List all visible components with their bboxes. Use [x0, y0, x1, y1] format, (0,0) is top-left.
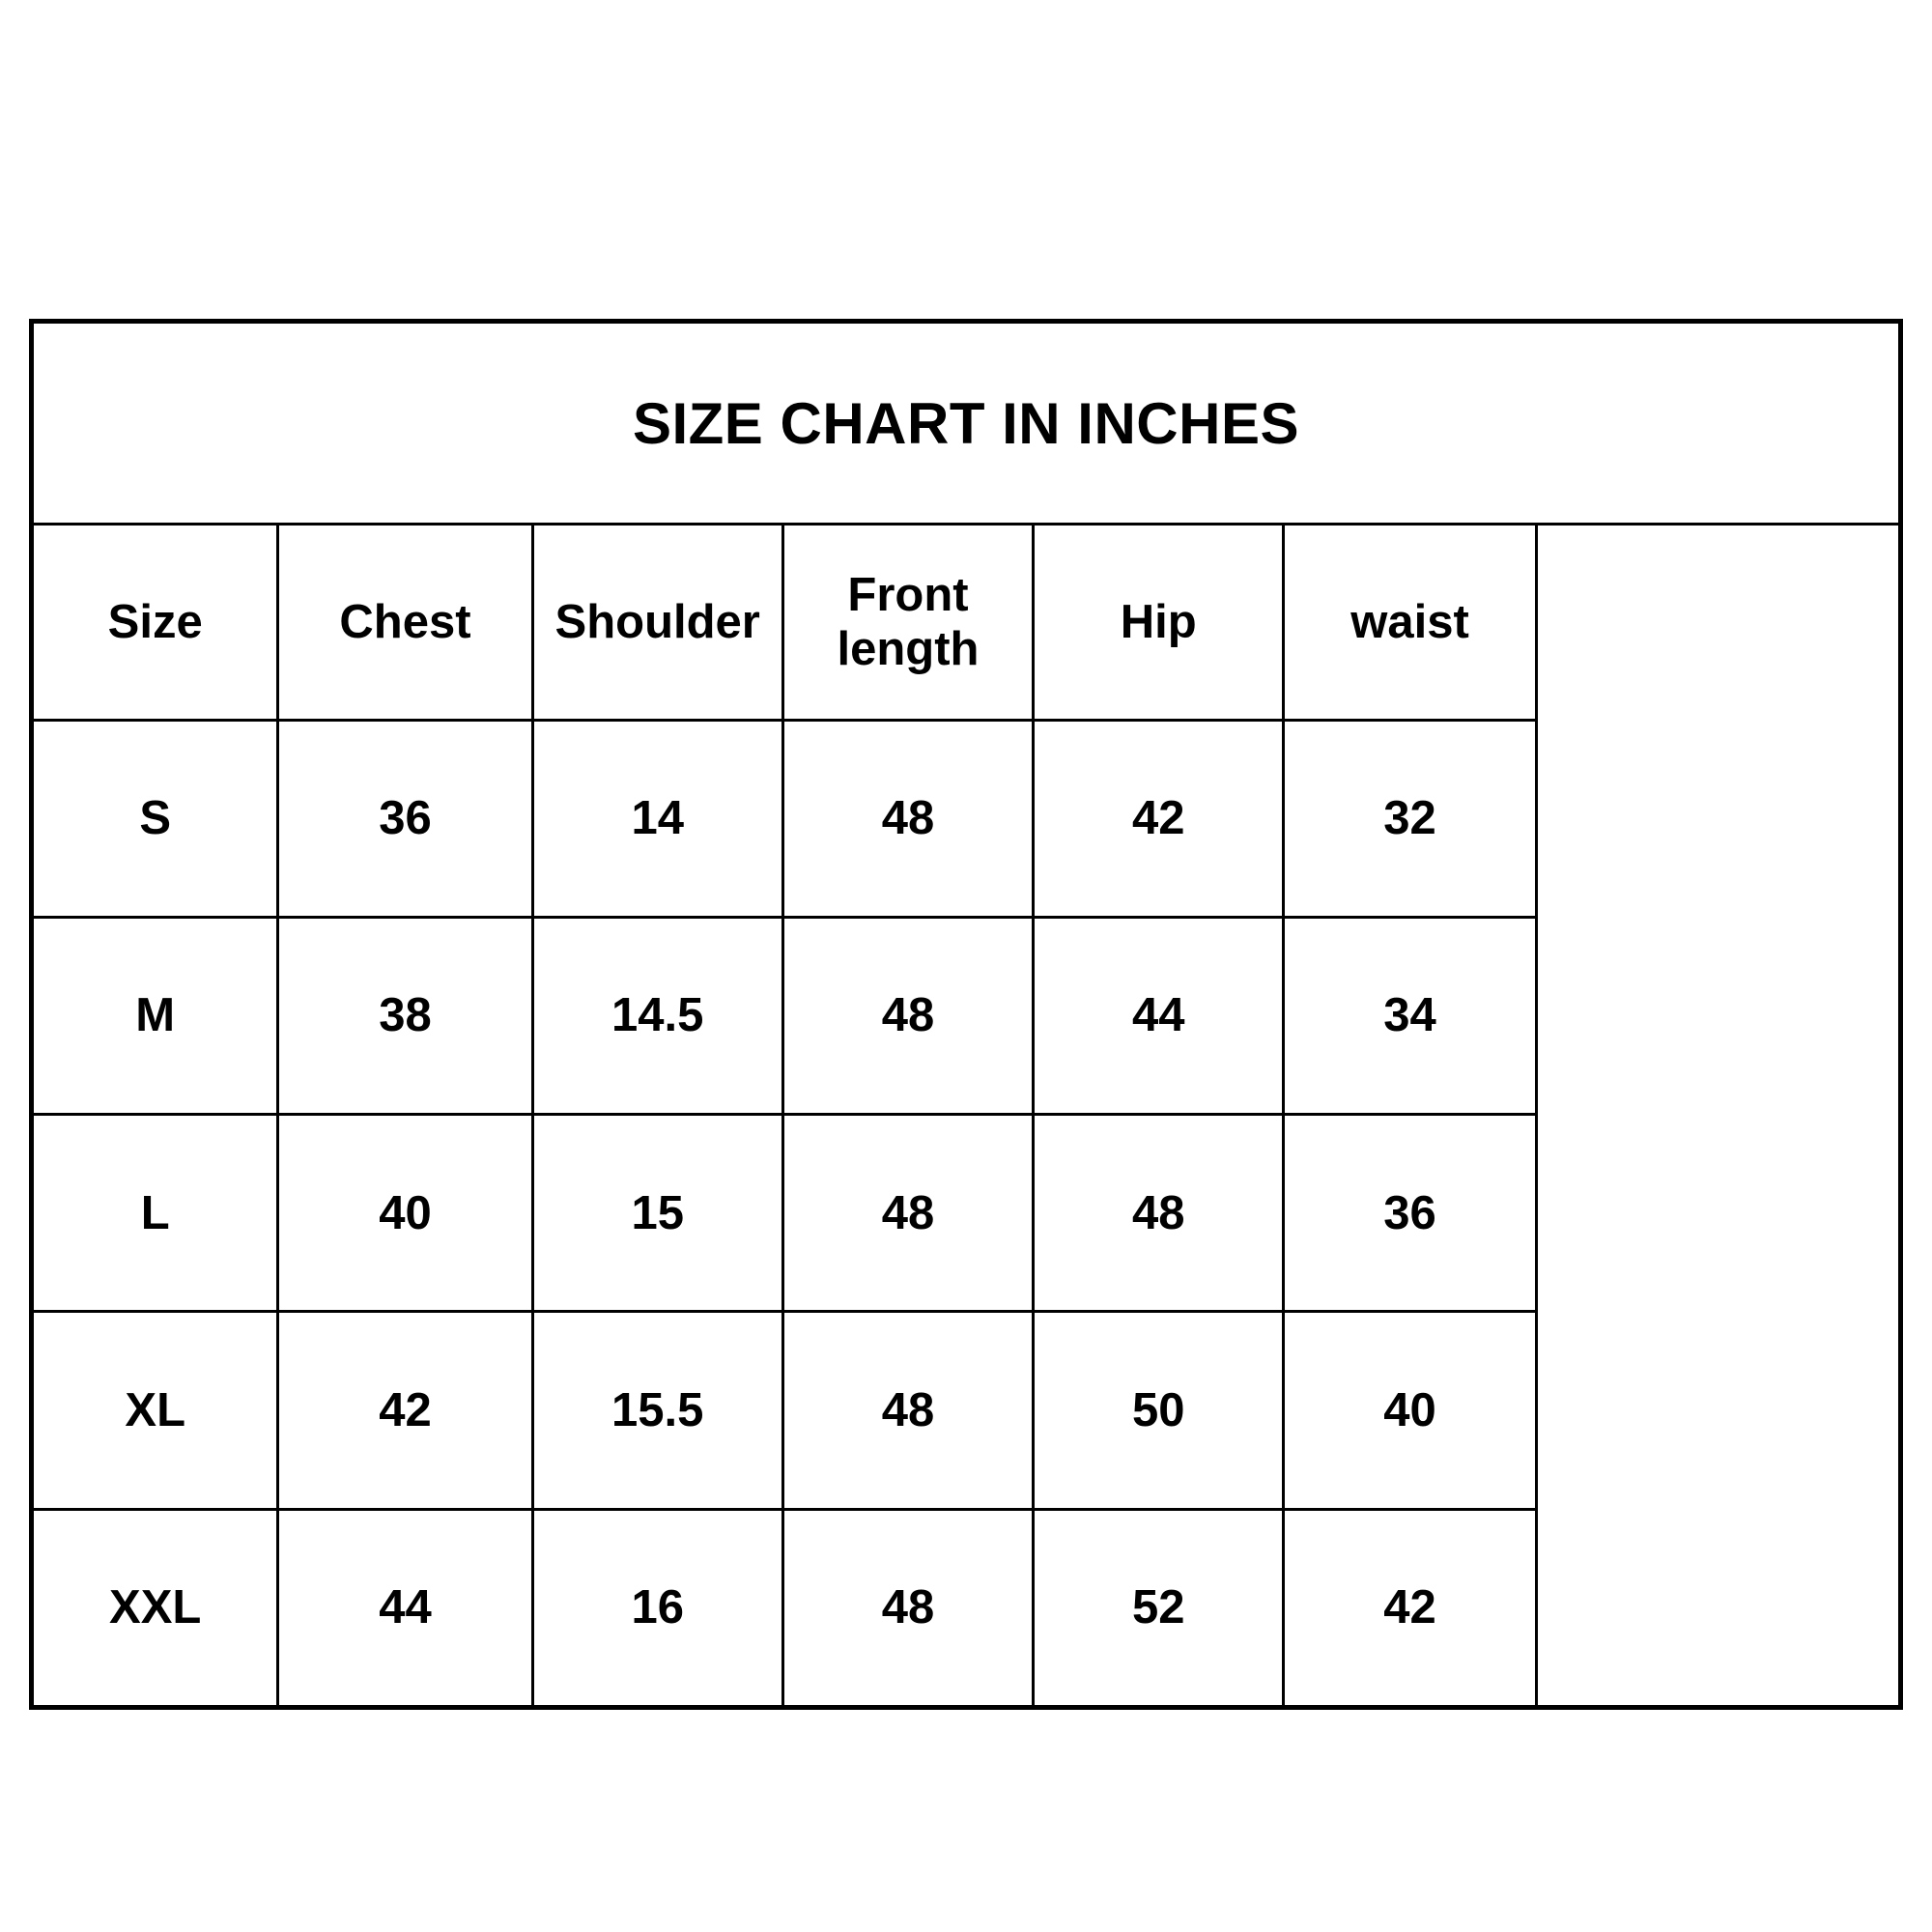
cell-spacer	[1536, 720, 1900, 917]
cell-size: S	[32, 720, 278, 917]
cell-chest: 40	[278, 1115, 532, 1312]
cell-hip: 42	[1034, 720, 1284, 917]
size-chart-container	[29, 319, 1903, 1710]
column-header-hip: Hip	[1034, 525, 1284, 720]
column-header-chest: Chest	[278, 525, 532, 720]
cell-shoulder: 15	[532, 1115, 782, 1312]
cell-chest: 44	[278, 1509, 532, 1707]
cell-spacer	[1536, 1312, 1900, 1509]
column-header-front-length: Front length	[782, 525, 1033, 720]
cell-shoulder: 16	[532, 1509, 782, 1707]
cell-front-length: 48	[782, 917, 1033, 1114]
cell-hip: 44	[1034, 917, 1284, 1114]
cell-front-length: 48	[782, 1115, 1033, 1312]
table-row	[32, 720, 1901, 917]
size-chart-table	[29, 319, 1903, 1710]
cell-shoulder: 15.5	[532, 1312, 782, 1509]
cell-chest: 42	[278, 1312, 532, 1509]
cell-size: L	[32, 1115, 278, 1312]
column-header-waist: waist	[1284, 525, 1536, 720]
cell-front-length: 48	[782, 1509, 1033, 1707]
table-row	[32, 1115, 1901, 1312]
cell-spacer	[1536, 1115, 1900, 1312]
cell-waist: 34	[1284, 917, 1536, 1114]
cell-size: XXL	[32, 1509, 278, 1707]
cell-shoulder: 14.5	[532, 917, 782, 1114]
column-header-shoulder: Shoulder	[532, 525, 782, 720]
cell-spacer	[1536, 917, 1900, 1114]
column-header-spacer	[1536, 525, 1900, 720]
cell-waist: 36	[1284, 1115, 1536, 1312]
cell-size: XL	[32, 1312, 278, 1509]
cell-hip: 50	[1034, 1312, 1284, 1509]
cell-waist: 40	[1284, 1312, 1536, 1509]
cell-spacer	[1536, 1509, 1900, 1707]
column-header-size: Size	[32, 525, 278, 720]
table-header-row	[32, 525, 1901, 720]
cell-waist: 42	[1284, 1509, 1536, 1707]
cell-front-length: 48	[782, 720, 1033, 917]
cell-shoulder: 14	[532, 720, 782, 917]
cell-hip: 52	[1034, 1509, 1284, 1707]
table-row	[32, 917, 1901, 1114]
table-row	[32, 1509, 1901, 1707]
chart-title: SIZE CHART IN INCHES	[32, 322, 1901, 525]
cell-waist: 32	[1284, 720, 1536, 917]
cell-front-length: 48	[782, 1312, 1033, 1509]
cell-chest: 38	[278, 917, 532, 1114]
title-row	[32, 322, 1901, 525]
table-row	[32, 1312, 1901, 1509]
cell-size: M	[32, 917, 278, 1114]
cell-hip: 48	[1034, 1115, 1284, 1312]
cell-chest: 36	[278, 720, 532, 917]
